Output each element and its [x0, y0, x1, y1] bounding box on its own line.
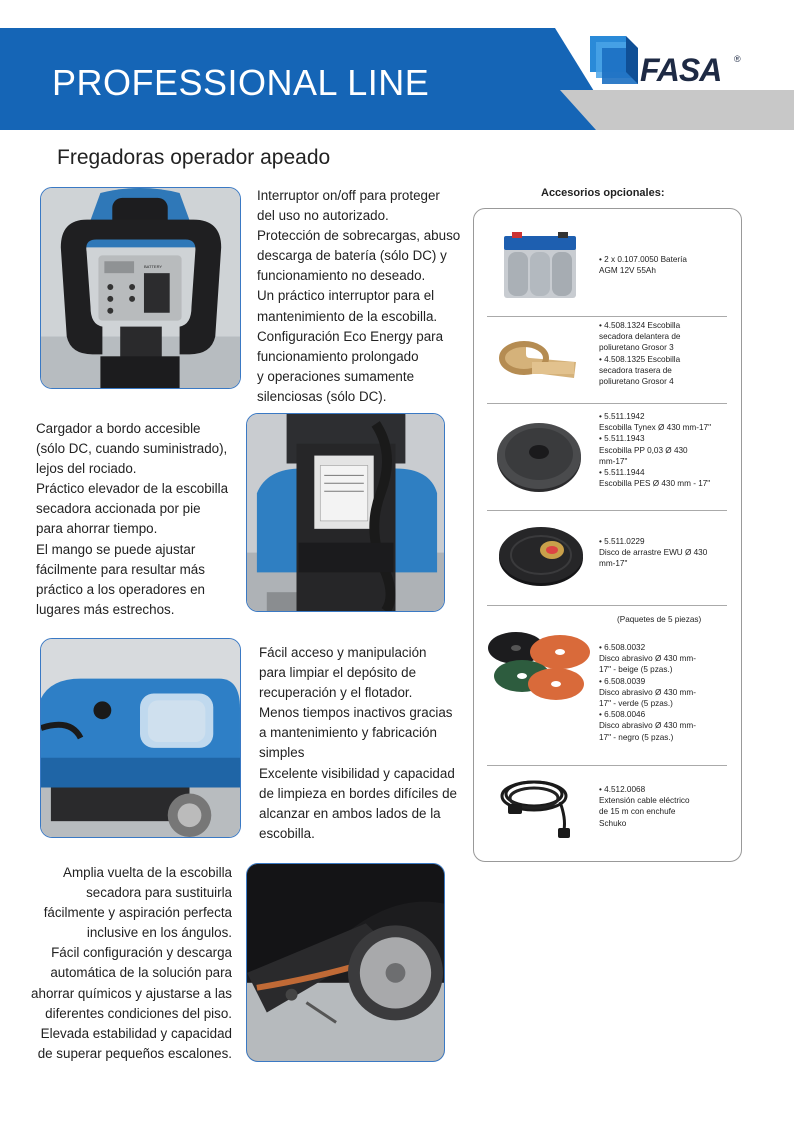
- text-line: 17" - beige (5 pzas.): [599, 665, 673, 675]
- text-line: secadora accionada por pie: [36, 501, 201, 517]
- header-title: PROFESSIONAL LINE: [52, 62, 430, 103]
- abrasive-pads-icon: [486, 628, 594, 704]
- text-line: escobilla.: [259, 825, 315, 841]
- text-line: 17" - verde (5 pzas.): [599, 699, 673, 709]
- text-line: Menos tiempos inactivos gracias: [259, 705, 453, 721]
- text-line: Disco abrasivo Ø 430 mm-: [599, 721, 696, 731]
- divider: [487, 510, 727, 511]
- text-line: simples: [259, 745, 305, 761]
- text-line: • 4.512.0068: [599, 785, 646, 794]
- text-line: Fácil configuración y descarga: [51, 945, 232, 961]
- tank-text: [259, 643, 469, 844]
- text-line: (sólo DC, cuando suministrado),: [36, 441, 228, 457]
- text-line: Excelente visibilidad y capacidad: [259, 765, 455, 781]
- control-panel-photo: [40, 187, 241, 389]
- text-line: inclusive en los ángulos.: [86, 925, 232, 941]
- divider: [487, 316, 727, 317]
- text-line: • 5.511.1942: [599, 412, 645, 421]
- text-line: de superar pequeños escalones.: [37, 1045, 232, 1061]
- text-line: para ahorrar tiempo.: [36, 521, 158, 537]
- text-line: del uso no autorizado.: [257, 208, 389, 224]
- text-line: Escobilla PES Ø 430 mm - 17": [599, 479, 711, 489]
- text-line: • 5.511.1944: [599, 468, 645, 478]
- text-line: Un práctico interruptor para el: [257, 288, 435, 304]
- charger-photo: [246, 413, 445, 612]
- text-line: lejos del rociado.: [36, 461, 137, 477]
- text-line: Configuración Eco Energy para: [257, 328, 444, 344]
- squeegee-text: [24, 863, 232, 1064]
- text-line: Escobilla PP 0,03 Ø 430: [599, 445, 688, 455]
- text-line: de 15 m con enchufe: [599, 807, 676, 817]
- text-line: • 6.508.0039: [599, 676, 646, 686]
- battery-label: BATTERY: [144, 264, 163, 269]
- accessory-battery-text: [599, 254, 729, 276]
- divider: [487, 605, 727, 606]
- accessory-cable-text: [599, 784, 729, 829]
- text-line: Extensión cable eléctrico: [599, 796, 690, 806]
- text-line: funcionamiento no deseado.: [257, 268, 426, 284]
- text-line: poliuretano Grosor 4: [599, 377, 674, 387]
- package-note: (Paquetes de 5 piezas): [617, 615, 702, 624]
- squeegee-rubber-icon: [496, 332, 580, 386]
- accessory-brush-text: [599, 411, 729, 489]
- text-line: automática de la solución para: [50, 965, 232, 981]
- text-line: Disco de arrastre EWU Ø 430: [599, 548, 708, 558]
- text-line: • 5.511.0229: [599, 537, 645, 546]
- text-line: • 2 x 0.107.0050 Batería: [599, 255, 687, 264]
- text-line: mm-17": [599, 559, 628, 569]
- charger-text: [36, 419, 241, 620]
- text-line: Interruptor on/off para proteger: [257, 188, 440, 203]
- divider: [487, 765, 727, 766]
- extension-cable-icon: [494, 774, 578, 844]
- text-line: AGM 12V 55Ah: [599, 266, 656, 276]
- text-line: Elevada estabilidad y capacidad: [40, 1025, 232, 1041]
- text-line: descarga de batería (sólo DC) y: [257, 248, 447, 264]
- text-line: para limpiar el depósito de: [259, 665, 417, 681]
- text-line: secadora trasera de: [599, 365, 672, 375]
- text-line: de limpieza en bordes difíciles de: [259, 785, 457, 801]
- text-line: Protección de sobrecargas, abuso: [257, 228, 461, 244]
- text-line: fácilmente y aspiración perfecta: [43, 905, 232, 921]
- text-line: Fácil acceso y manipulación: [259, 645, 427, 660]
- text-line: ahorrar químicos y ajustarse a las: [31, 985, 232, 1001]
- text-line: • 6.508.0046: [599, 710, 646, 720]
- text-line: mm-17": [599, 456, 628, 466]
- divider: [487, 403, 727, 404]
- text-line: • 4.508.1324 Escobilla: [599, 321, 681, 330]
- text-line: Amplia vuelta de la escobilla: [63, 865, 232, 880]
- text-line: diferentes condiciones del piso.: [45, 1005, 232, 1021]
- accessory-abrasive-text: [599, 642, 729, 743]
- accessory-squeegee-text: [599, 320, 729, 387]
- text-line: fácilmente para resultar más: [36, 561, 205, 577]
- pad-holder-icon: [496, 520, 586, 590]
- tank-photo: [40, 638, 241, 838]
- text-line: y operaciones sumamente: [257, 368, 415, 384]
- text-line: funcionamiento prolongado: [257, 348, 419, 364]
- text-line: Cargador a bordo accesible: [36, 421, 201, 436]
- text-line: Práctico elevador de la escobilla: [36, 481, 229, 497]
- battery-icon: [500, 232, 580, 300]
- brand-mark: ®: [734, 54, 741, 64]
- text-line: recuperación y el flotador.: [259, 685, 413, 701]
- text-line: a mantenimiento y fabricación: [259, 725, 437, 741]
- accessories-title: Accesorios opcionales:: [541, 187, 665, 199]
- text-line: poliuretano Grosor 3: [599, 343, 674, 353]
- text-line: El mango se puede ajustar: [36, 541, 196, 557]
- text-line: Disco abrasivo Ø 430 mm-: [599, 687, 696, 697]
- text-line: lugares más estrechos.: [36, 601, 175, 617]
- text-line: Escobilla Tynex Ø 430 mm-17": [599, 423, 711, 433]
- text-line: práctico a los operadores en: [36, 581, 205, 597]
- brush-icon: [494, 416, 584, 496]
- text-line: Disco abrasivo Ø 430 mm-: [599, 654, 696, 664]
- text-line: • 6.508.0032: [599, 643, 646, 652]
- text-line: silenciosas (sólo DC).: [257, 388, 387, 404]
- text-line: secadora para sustituirla: [86, 885, 232, 901]
- brand-name: FASA: [640, 52, 722, 88]
- text-line: • 4.508.1325 Escobilla: [599, 354, 681, 364]
- text-line: 17" - negro (5 pzas.): [599, 732, 674, 742]
- text-line: mantenimiento de la escobilla.: [257, 308, 438, 324]
- text-line: • 5.511.1943: [599, 434, 645, 444]
- text-line: secadora delantera de: [599, 332, 681, 342]
- squeegee-photo: [246, 863, 445, 1062]
- control-panel-text: [257, 186, 467, 407]
- text-line: alcanzar en ambos lados de la: [259, 805, 441, 821]
- text-line: Schuko: [599, 818, 627, 828]
- accessory-pad-holder-text: [599, 536, 729, 570]
- page-subtitle: Fregadoras operador apeado: [57, 146, 331, 169]
